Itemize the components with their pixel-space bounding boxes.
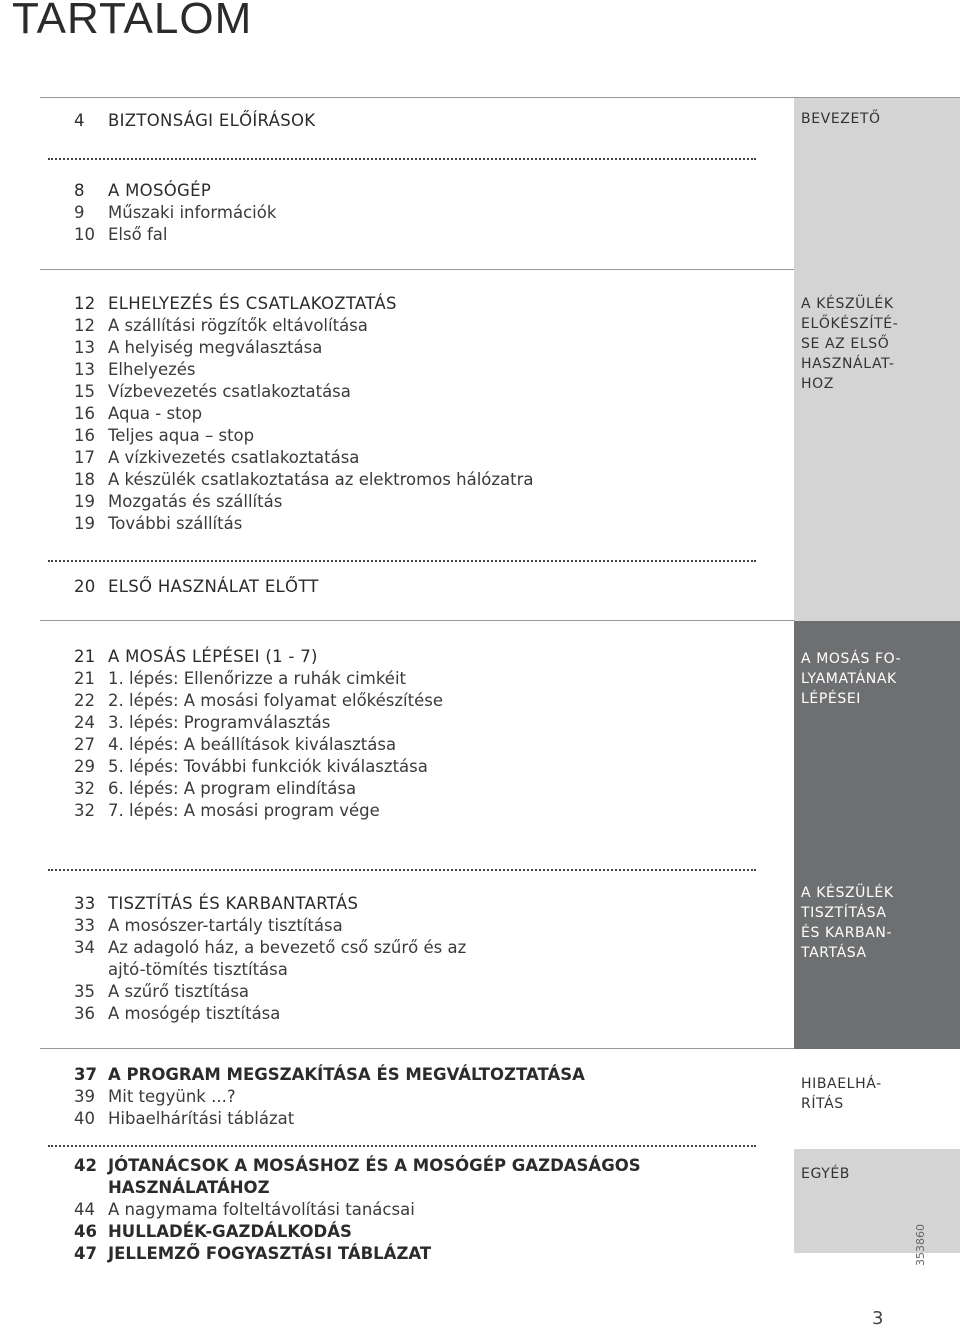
toc-page-number: 17 [74,448,95,467]
toc-entry-title: Hibaelhárítási táblázat [108,1109,295,1128]
toc-entry-title: 6. lépés: A program elindítása [108,779,357,798]
toc-entry-title: A mosógép tisztítása [108,1004,281,1023]
toc-entry-title: Műszaki információk [108,203,277,222]
sidebar-cleaning [794,871,960,1049]
toc-page-number: 13 [74,338,95,357]
toc-page-number: 13 [74,360,95,379]
sidebar-other-label: EGYÉB [801,1166,850,1182]
toc-entry [74,915,774,937]
toc-entry-title: 4. lépés: A beállítások kiválasztása [108,735,397,754]
toc-entry-title: ELHELYEZÉS ÉS CSATLAKOZTATÁS [108,294,397,313]
toc-entry [74,1108,774,1130]
toc-entry-title: Mozgatás és szállítás [108,492,283,511]
toc-entry [74,491,774,513]
sidebar-cleaning-line: ÉS KARBAN- [801,925,893,941]
toc-page-number: 47 [74,1244,97,1263]
toc-entry [74,959,774,981]
dotted-separator [48,869,756,871]
toc-entry [74,576,774,598]
toc-entry [74,646,774,668]
toc-section-washing-steps [74,646,774,822]
toc-entry [74,224,774,246]
toc-entry-title: 3. lépés: Programválasztás [108,713,331,732]
toc-entry [74,1243,774,1265]
toc-entry [74,712,774,734]
toc-page-number: 18 [74,470,95,489]
toc-entry-title: A helyiség megválasztása [108,338,323,357]
toc-entry-title: A szűrő tisztítása [108,982,250,1001]
toc-entry [74,893,774,915]
toc-page-number: 44 [74,1200,95,1219]
sidebar-prep-line: ELŐKÉSZÍTÉ- [801,316,899,332]
toc-entry-title: ajtó-tömítés tisztítása [108,960,288,979]
toc-entry-title: HASZNÁLATÁHOZ [108,1178,270,1197]
sidebar-washing-line: LÉPÉSEI [801,691,861,707]
toc-page-number: 33 [74,894,96,913]
toc-entry [74,1003,774,1025]
toc-entry-title: JÓTANÁCSOK A MOSÁSHOZ ÉS A MOSÓGÉP GAZDASÁGOS [108,1156,641,1175]
toc-entry [74,381,774,403]
toc-section-program-change [74,1064,774,1130]
sidebar-other [794,1149,960,1253]
toc-entry-title: A MOSÓGÉP [108,181,212,200]
toc-section-tips [74,1155,774,1265]
toc-section-cleaning [74,893,774,1025]
toc-entry-title: TISZTÍTÁS ÉS KARBANTARTÁS [108,894,359,913]
toc-entry [74,937,774,959]
sidebar-washing-line: LYAMATÁNAK [801,671,897,687]
sidebar-trouble [794,1049,960,1149]
toc-entry-title: HULLADÉK-GAZDÁLKODÁS [108,1222,352,1241]
dotted-separator [48,1145,756,1147]
toc-page-number: 42 [74,1156,97,1175]
toc-entry-title: 2. lépés: A mosási folyamat előkészítése [108,691,444,710]
toc-page-number: 37 [74,1065,97,1084]
sidebar-washing-line: A MOSÁS FO- [801,651,902,667]
toc-entry [74,513,774,535]
toc-entry [74,981,774,1003]
toc-entry-title: A MOSÁS LÉPÉSEI (1 - 7) [108,647,318,666]
toc-entry-title: A készülék csatlakoztatása az elektromos hálózatra [108,470,534,489]
toc-page-number: 4 [74,111,85,130]
toc-page-number: 24 [74,713,95,732]
toc-entry [74,425,774,447]
toc-page-number: 21 [74,669,95,688]
sidebar-intro-label: BEVEZETŐ [801,111,881,127]
toc-entry-title: 1. lépés: Ellenőrizze a ruhák cimkéit [108,669,406,688]
toc-page-number: 22 [74,691,95,710]
toc-entry [74,1221,774,1243]
toc-entry [74,734,774,756]
toc-page-number: 20 [74,577,96,596]
toc-entry-title: BIZTONSÁGI ELŐÍRÁSOK [108,111,316,130]
sidebar-cleaning-line: TISZTÍTÁSA [801,905,887,921]
toc-entry [74,1177,774,1199]
toc-entry-title: JELLEMZŐ FOGYASZTÁSI TÁBLÁZAT [108,1244,432,1263]
toc-page-number: 46 [74,1222,97,1241]
toc-entry-title: A PROGRAM MEGSZAKÍTÁSA ÉS MEGVÁLTOZTATÁSA [108,1065,585,1084]
page-title: TARTALOM [12,0,253,43]
toc-page-number [74,959,108,981]
toc-entry-title: A nagymama folteltávolítási tanácsai [108,1200,415,1219]
toc-entry [74,1086,774,1108]
toc-page-number: 19 [74,514,95,533]
toc-entry [74,800,774,822]
toc-entry-title: ELSŐ HASZNÁLAT ELŐTT [108,577,319,596]
sidebar-intro [794,98,960,270]
toc-entry-title: Vízbevezetés csatlakoztatása [108,382,351,401]
toc-entry [74,469,774,491]
toc-page-number: 16 [74,404,95,423]
toc-entry [74,1199,774,1221]
toc-entry-title: Elhelyezés [108,360,196,379]
toc-section-installation [74,293,774,535]
page-number: 3 [872,1308,884,1329]
toc-entry-title: A vízkivezetés csatlakoztatása [108,448,360,467]
toc-page-number [74,1177,108,1199]
sidebar-cleaning-line: TARTÁSA [801,945,867,961]
toc-entry-title: A mosószer-tartály tisztítása [108,916,343,935]
toc-page-number: 16 [74,426,95,445]
sidebar-trouble-line: RÍTÁS [801,1096,844,1112]
sidebar-prep-line: SE AZ ELSŐ [801,336,890,352]
toc-entry [74,690,774,712]
toc-entry-title: További szállítás [108,514,243,533]
toc-page-number: 27 [74,735,95,754]
sidebar-prep [794,270,960,621]
toc-entry-title: Mit tegyünk ...? [108,1087,236,1106]
toc-page-number: 12 [74,294,96,313]
dotted-separator [48,560,756,562]
toc-page-number: 10 [74,225,95,244]
toc-entry [74,1155,774,1177]
toc-entry [74,202,774,224]
toc-entry [74,778,774,800]
document-code: 353860 [914,1224,927,1266]
toc-entry [74,1064,774,1086]
toc-section-machine [74,180,774,246]
sidebar-prep-line: A KÉSZÜLÉK [801,296,894,312]
toc-page-number: 35 [74,982,95,1001]
sidebar-prep-line: HOZ [801,376,834,392]
dotted-separator [48,158,756,160]
toc-page-number: 19 [74,492,95,511]
toc-section-first-use [74,576,774,598]
toc-page-number: 15 [74,382,95,401]
toc-page-number: 33 [74,916,95,935]
toc-page-number: 32 [74,801,95,820]
toc-entry [74,180,774,202]
toc-entry [74,293,774,315]
toc-page-number: 40 [74,1109,95,1128]
toc-entry [74,756,774,778]
sidebar-cleaning-line: A KÉSZÜLÉK [801,885,894,901]
toc-entry [74,403,774,425]
toc-entry-title: Az adagoló ház, a bevezető cső szűrő és az [108,938,467,957]
toc-section-safety [74,110,774,132]
toc-page-number: 34 [74,938,95,957]
toc-page-number: 39 [74,1087,95,1106]
toc-entry [74,110,774,132]
toc-entry-title: Teljes aqua – stop [108,426,255,445]
toc-page-number: 12 [74,316,95,335]
toc-entry [74,315,774,337]
toc-page-number: 8 [74,181,85,200]
toc-entry [74,359,774,381]
toc-entry-title: 7. lépés: A mosási program vége [108,801,380,820]
sidebar-prep-line: HASZNÁLAT- [801,356,895,372]
sidebar-washing [794,621,960,871]
toc-page-number: 9 [74,203,85,222]
toc-page-number: 36 [74,1004,95,1023]
toc-entry [74,668,774,690]
toc-page-number: 21 [74,647,96,666]
sidebar-trouble-line: HIBAELHÁ- [801,1076,882,1092]
toc-entry-title: 5. lépés: További funkciók kiválasztása [108,757,428,776]
toc-entry-title: Első fal [108,225,168,244]
toc-entry [74,337,774,359]
toc-entry [74,447,774,469]
toc-entry-title: A szállítási rögzítők eltávolítása [108,316,368,335]
toc-page-number: 32 [74,779,95,798]
toc-page-number: 29 [74,757,95,776]
toc-entry-title: Aqua - stop [108,404,203,423]
